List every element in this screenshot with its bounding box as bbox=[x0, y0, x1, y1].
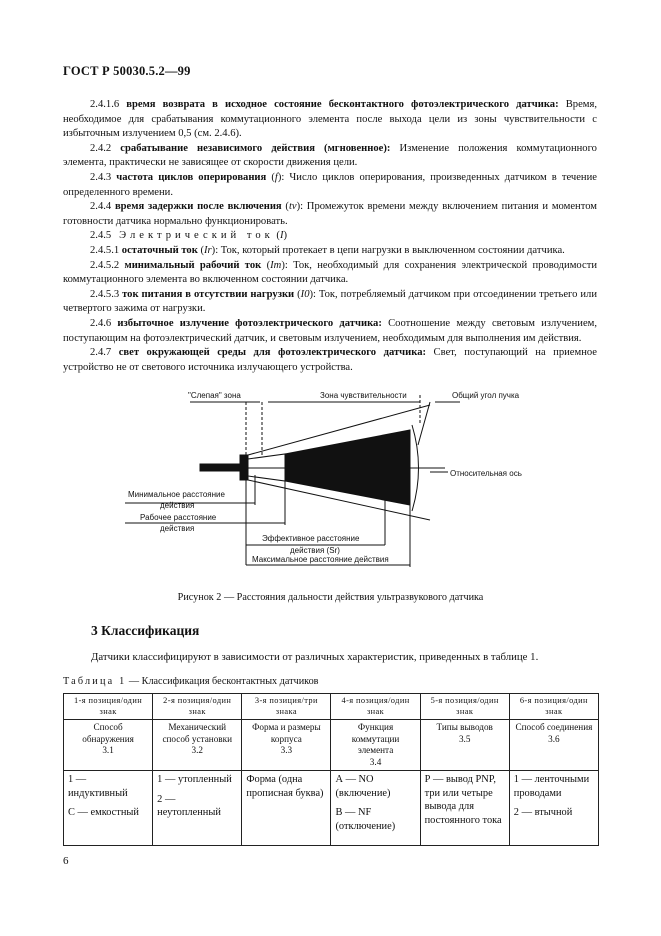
paragraph-2-4-5-2: 2.4.5.2 минимальный рабочий ток (Im): Ток, необходимый для сохранения электрической проводимости коммутационного элемента во включенном состоянии датчика. bbox=[63, 259, 597, 286]
section-title: 3 Классификация bbox=[91, 623, 200, 638]
sensing-zone-label: Зона чувствительности bbox=[320, 391, 407, 400]
table-cell: Способ обнаружения 3.1 bbox=[64, 720, 153, 771]
dead-zone-label: "Слепая" зона bbox=[188, 391, 241, 400]
reference-axis-label: Относительная ось bbox=[450, 469, 522, 478]
table-cell: Функция коммутации элемента 3.4 bbox=[331, 720, 420, 771]
effective-distance-label-1: Эффективное расстояние bbox=[262, 534, 360, 543]
table-row bbox=[64, 771, 599, 846]
working-distance-label-1: Рабочее расстояние bbox=[140, 513, 217, 522]
sensor-head bbox=[240, 455, 248, 480]
paragraph-2-4-5-1: 2.4.5.1 остаточный ток (Ir): Ток, который протекает в цепи нагрузки в выключенном состоянии датчика. bbox=[90, 244, 565, 256]
table-cell: 1 — индуктивный С — емкостный bbox=[64, 771, 153, 846]
figure-2-diagram bbox=[100, 385, 580, 585]
ultrasonic-sensor-diagram bbox=[100, 385, 580, 585]
paragraph-2-4-2: 2.4.2 срабатывание независимого действия (мгновенное): Изменение положения коммутационного элемента, практически не зависящее от скорости движения цели. bbox=[63, 142, 597, 169]
figure-caption: Рисунок 2 — Расстояния дальности действия ультразвукового датчика bbox=[177, 592, 484, 603]
table-header-cell: 3-я позиция/три знака bbox=[242, 694, 331, 720]
max-distance-label: Максимальное расстояние действия bbox=[252, 555, 389, 564]
paragraph-2-4-5: 2.4.5 Электрический ток (I) bbox=[90, 230, 288, 242]
table-cell: Механический способ установки 3.2 bbox=[153, 720, 242, 771]
beam-angle-label: Общий угол пучка bbox=[452, 391, 520, 400]
paragraph-2-4-6: 2.4.6 избыточное излучение фотоэлектрического датчика: Соотношение между световым излучением, поступающим на фотоэлектрический датчик, и световым излучением, необходимым для выполнения им действия. bbox=[63, 317, 597, 344]
definitions-text bbox=[63, 98, 597, 375]
working-distance-label-2: действия bbox=[160, 524, 195, 533]
table-row bbox=[64, 720, 599, 771]
table-cell: 1 — утопленный 2 — неутопленный bbox=[153, 771, 242, 846]
paragraph-2-4-7: 2.4.7 свет окружающей среды для фотоэлектрического датчика: Свет, поступающий на приемное устройство не от светового источника излучающего устройства. bbox=[63, 347, 597, 373]
document-header: ГОСТ Р 50030.5.2—99 bbox=[63, 64, 191, 78]
paragraph-2-4-3: 2.4.3 частота циклов оперирования (f): Число циклов оперирования, произведенных датчиком в течение определенного времени. bbox=[63, 171, 597, 198]
min-distance-label-2: действия bbox=[160, 501, 195, 510]
table-header-cell: 1-я позиция/один знак bbox=[64, 694, 153, 720]
table-cell: Способ соединения 3.6 bbox=[509, 720, 598, 771]
section-intro: Датчики классифицируют в зависимости от различных характеристик, приведенных в таблице 1. bbox=[91, 651, 539, 663]
classification-table bbox=[63, 693, 599, 846]
table-caption: Таблица 1 — Классификация бесконтактных датчиков bbox=[63, 676, 319, 687]
table-header-cell: 5-я позиция/один знак bbox=[420, 694, 509, 720]
paragraph-2-4-1-6: 2.4.1.6 время возврата в исходное состояние бесконтактного фотоэлектрического датчика: Время, необходимое для срабатывания коммутационного элемента после выхода цели из зоны чувствительности с избыточным излучением 0,5 (см. 2.4.6). bbox=[63, 99, 597, 140]
effective-distance-label-2: действия (Sr) bbox=[290, 546, 340, 555]
min-distance-label-1: Минимальное расстояние bbox=[128, 490, 225, 499]
paragraph-2-4-4: 2.4.4 время задержки после включения (tv): Промежуток времени между включением питания и моментом готовности датчика нормально функционировать. bbox=[63, 201, 597, 227]
table-header-cell: 6-я позиция/один знак bbox=[509, 694, 598, 720]
table-header-cell: 4-я позиция/один знак bbox=[331, 694, 420, 720]
page-number: 6 bbox=[63, 855, 69, 867]
table-cell: А — NO (включение) В — NF (отключение) bbox=[331, 771, 420, 846]
table-row bbox=[64, 694, 599, 720]
table-header-cell: 2-я позиция/один знак bbox=[153, 694, 242, 720]
table-cell: Р — вывод PNP, три или четыре вывода для постоянного тока bbox=[420, 771, 509, 846]
table-cell: Форма и размеры корпуса 3.3 bbox=[242, 720, 331, 771]
paragraph-2-4-5-3: 2.4.5.3 ток питания в отсутствии нагрузки (I0): Ток, потребляемый датчиком при отсоединении третьего или четвертого зажима от нагрузки. bbox=[63, 288, 597, 315]
table-cell: Форма (одна прописная буква) bbox=[242, 771, 331, 846]
table-cell: 1 — ленточными проводами 2 — втычной bbox=[509, 771, 598, 846]
sensor-cable bbox=[200, 464, 240, 471]
table-cell: Типы выводов 3.5 bbox=[420, 720, 509, 771]
